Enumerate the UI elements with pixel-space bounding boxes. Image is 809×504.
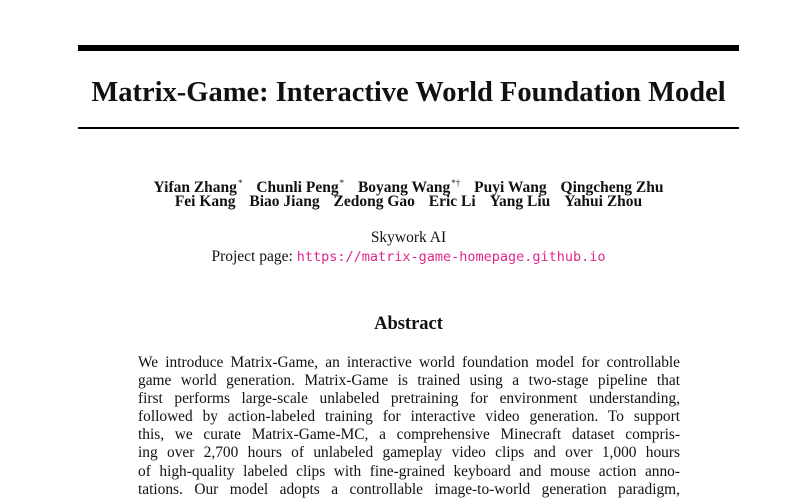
- author-mark: *: [237, 178, 243, 188]
- author-name: Puyi Wang: [474, 179, 547, 196]
- affiliation: Skywork AI: [370, 229, 447, 246]
- author: [249, 193, 319, 211]
- paper-title: Matrix-Game: Interactive World Foundation Model: [91, 77, 726, 108]
- author: [564, 193, 642, 211]
- author: [490, 193, 551, 211]
- abstract-body: [138, 354, 680, 499]
- author-name: Chunli Peng: [256, 179, 339, 196]
- author-mark: *†: [451, 178, 461, 188]
- author: [175, 193, 236, 211]
- abstract-line: game world generation. Matrix-Game is trained using a two-stage pipeline that: [138, 372, 680, 390]
- abstract-line: followed by action-labeled training for interactive video generation. To support: [138, 408, 680, 426]
- abstract-line: We introduce Matrix-Game, an interactive world foundation model for controllable: [138, 354, 680, 371]
- project-page-line: [78, 248, 739, 266]
- author-name: Qingcheng Zhu: [560, 179, 664, 196]
- project-page-link[interactable]: https://matrix-game-homepage.github.io: [296, 249, 606, 265]
- abstract-line: first performs large-scale unlabeled pretraining for environment understanding,: [138, 390, 680, 408]
- author-list-row-2: [78, 193, 739, 211]
- abstract-line: of high-quality labeled clips with fine-grained keyboard and mouse action anno-: [138, 462, 680, 480]
- abstract-heading: Abstract: [374, 314, 443, 334]
- author-name: Biao Jiang: [249, 193, 320, 210]
- author-name: Boyang Wang: [357, 179, 451, 196]
- abstract-line: ing over 2,700 hours of unlabeled gameplay video clips and over 1,000 hours: [138, 444, 680, 462]
- project-page-label: Project page:: [211, 248, 293, 265]
- abstract-line: this, we curate Matrix-Game-MC, a comprehensive Minecraft dataset compris-: [138, 426, 680, 444]
- author-mark: *: [339, 178, 345, 188]
- author: [429, 193, 476, 211]
- abstract-line: tations. Our model adopts a controllable image-to-world generation paradigm,: [138, 480, 680, 498]
- author: [333, 193, 414, 211]
- author-name: Zedong Gao: [333, 193, 415, 210]
- author-name: Eric Li: [428, 193, 476, 210]
- top-rule: [78, 45, 739, 51]
- author-name: Yahui Zhou: [564, 193, 643, 210]
- author-name: Yang Liu: [489, 193, 551, 210]
- author-name: Yifan Zhang: [153, 179, 237, 196]
- title-bottom-rule: [78, 127, 739, 129]
- author-name: Fei Kang: [174, 193, 236, 210]
